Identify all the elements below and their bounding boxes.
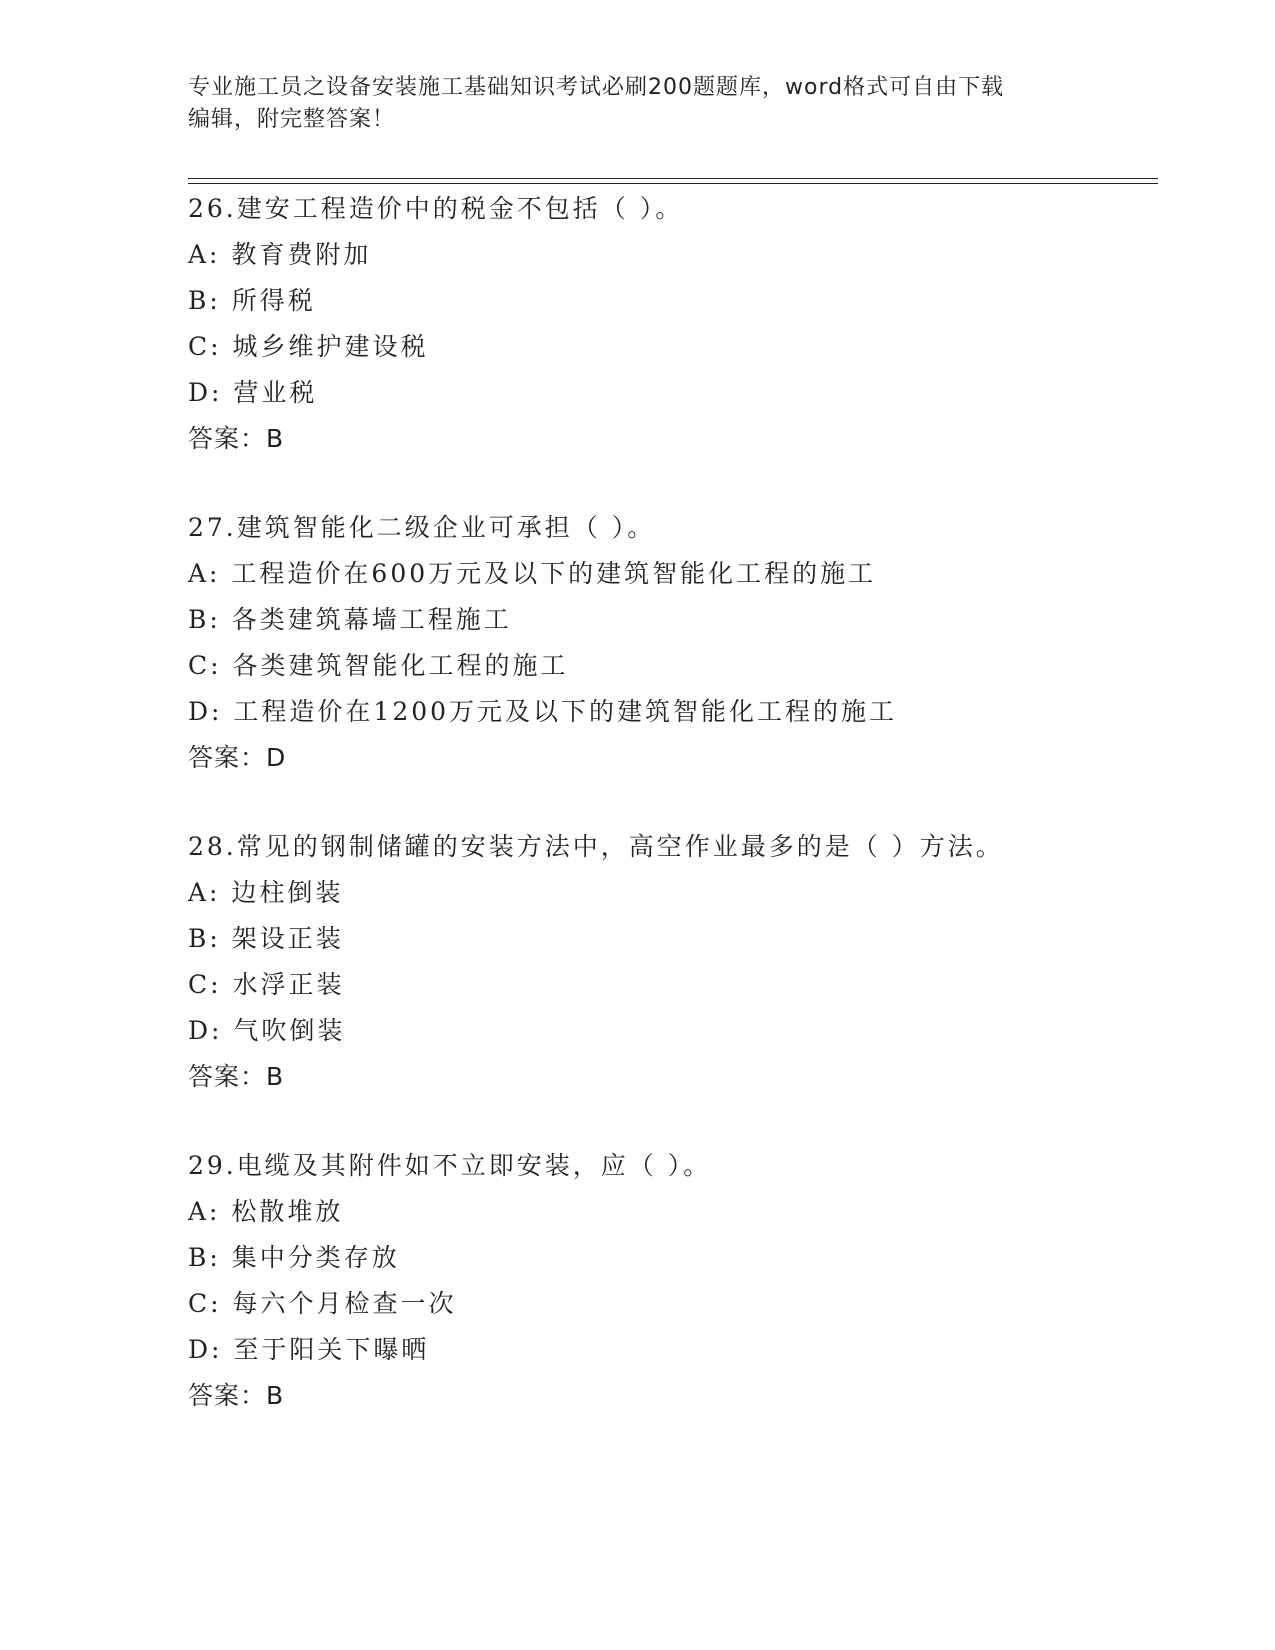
question-28 — [188, 824, 1158, 1100]
option-d: D: 气吹倒装 — [188, 1016, 346, 1045]
option-d: D: 营业税 — [188, 378, 318, 407]
option-b: B: 各类建筑幕墙工程施工 — [188, 605, 512, 634]
option-b: B: 集中分类存放 — [188, 1243, 400, 1272]
option-c: C: 城乡维护建设税 — [188, 332, 429, 361]
question-26 — [188, 186, 1158, 462]
option-c: C: 各类建筑智能化工程的施工 — [188, 651, 569, 680]
option-a: A: 边柱倒装 — [188, 878, 344, 907]
option-d: D: 至于阳关下曝晒 — [188, 1335, 430, 1364]
question-stem: 28.常见的钢制储罐的安装方法中，高空作业最多的是（ ）方法。 — [188, 832, 1004, 861]
answer: 答案：D — [188, 743, 287, 772]
question-stem: 27.建筑智能化二级企业可承担（ ）。 — [188, 513, 656, 542]
question-29 — [188, 1143, 1158, 1419]
option-c: C: 每六个月检查一次 — [188, 1289, 457, 1318]
option-a: A: 教育费附加 — [188, 240, 372, 269]
option-b: B: 所得税 — [188, 286, 316, 315]
option-b: B: 架设正装 — [188, 924, 344, 953]
option-c: C: 水浮正装 — [188, 970, 345, 999]
answer: 答案：B — [188, 424, 285, 453]
header-divider-bottom — [188, 183, 1158, 184]
header-divider-top — [188, 178, 1158, 179]
question-27 — [188, 505, 1158, 781]
question-stem: 26.建安工程造价中的税金不包括（ ）。 — [188, 194, 684, 223]
answer: 答案：B — [188, 1381, 285, 1410]
document-header — [188, 72, 1068, 136]
header-line-2: 编辑，附完整答案！ — [188, 107, 396, 132]
header-line-1: 专业施工员之设备安装施工基础知识考试必刷200题题库，word格式可自由下载 — [188, 75, 1005, 100]
option-a: A: 工程造价在600万元及以下的建筑智能化工程的施工 — [188, 559, 877, 588]
question-stem: 29.电缆及其附件如不立即安装，应（ ）。 — [188, 1151, 712, 1180]
answer: 答案：B — [188, 1062, 285, 1091]
option-a: A: 松散堆放 — [188, 1197, 344, 1226]
option-d: D: 工程造价在1200万元及以下的建筑智能化工程的施工 — [188, 697, 898, 726]
